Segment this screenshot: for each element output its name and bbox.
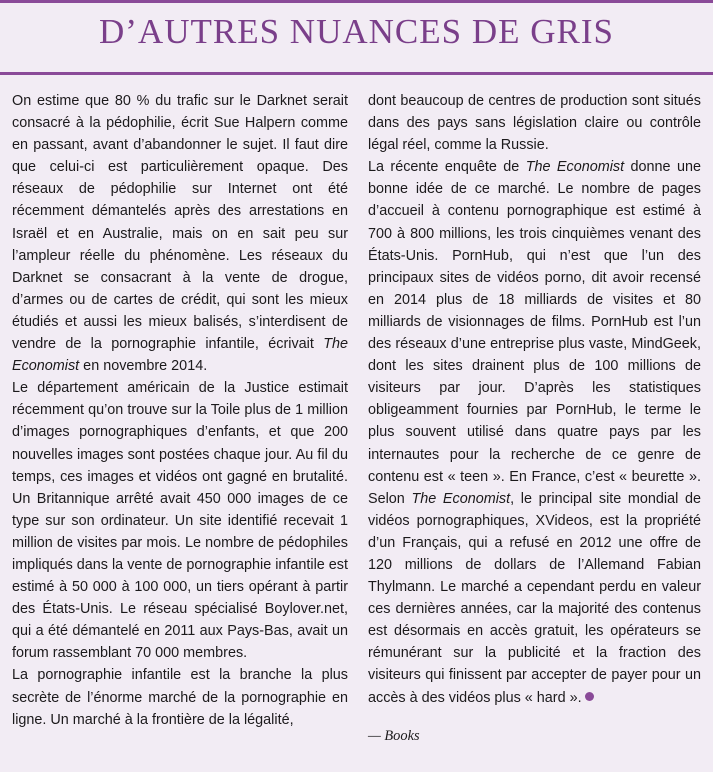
paragraph-4 bbox=[368, 156, 701, 708]
paragraph-3: La pornographie infantile est la branche la plus secrète de l’énorme marché de la pornographie en ligne. Un marché à la frontière de la légalité, bbox=[12, 667, 348, 728]
article-title: D’AUTRES NUANCES DE GRIS bbox=[99, 12, 614, 51]
paragraph-1-publication: The Economist bbox=[12, 336, 348, 375]
article-source: — Books bbox=[368, 728, 420, 744]
paragraph-4-text-a: La récente enquête de bbox=[368, 159, 526, 176]
top-rule bbox=[0, 0, 713, 3]
paragraph-4-text-c: , le principal site mondial de vidéos pornographiques, XVideos, est la propriété d’un Français, qui a refusé en 2012 une offre de 120 millions de dollars de l’Allemand Fabian Thylmann. Le marché a cependant perdu en valeur ces dernières années, car la majorité des contenus est désormais en accès gratuit, les opérateurs se rémunérant sur la publicité et la fraction des visiteurs qui finissent par accepter de payer pour un accès à des vidéos plus « hard ». bbox=[368, 490, 701, 706]
paragraph-1 bbox=[12, 90, 348, 377]
paragraph-4-publication-2: The Economist bbox=[411, 490, 511, 507]
title-underline-rule bbox=[0, 72, 713, 75]
paragraph-4-publication: The Economist bbox=[525, 159, 625, 176]
paragraph-4-text-b: donne une bonne idée de ce marché. Le nombre de pages d’accueil à contenu pornographique est estimé à 700 à 800 millions, les trois cinquièmes venant des États-Unis. PornHub, qui n’est que l’un des principaux sites de vidéos porno, dit avoir recensé en 2014 plus de 18 milliards de visites et 80 milliards de visionnages de films. PornHub est l’un des réseaux d’une entreprise plus vaste, MindGeek, dont les sites drainent plus de 100 millions de visiteurs par jour. D’après les statistiques obligeamment fournies par PornHub, le terme le plus souvent utilisé dans quatre pays par les internautes pour la recherche de ce genre de contenu est « teen ». En France, c’est « beurette ». Selon bbox=[368, 159, 701, 507]
end-of-article-dot-icon bbox=[585, 692, 594, 701]
right-column bbox=[368, 90, 701, 709]
paragraph-1-text-a: On estime que 80 % du trafic sur le Darknet serait consacré à la pédophilie, écrit Sue Halpern comme en passant, avant d’abandonner le sujet. Il faut dire que celui-ci est particulièrement opaque. Des réseaux de pédophilie sur Internet ont été récemment démantelés après des arrestations en Israël et en Australie, mais on en sait peu sur l’ampleur réelle du phénomène. Les réseaux du Darknet se consacrant à la vente de drogue, d’armes ou de cartes de crédit, qui sont les mieux étudiés et aussi les mieux balisés, s’interdisent de vendre de la pornographie infantile, écrivait bbox=[12, 93, 348, 353]
paragraph-1-text-b: en novembre 2014. bbox=[79, 358, 208, 375]
paragraph-2: Le département américain de la Justice estimait récemment qu’on trouve sur la Toile plus de 1 million d’images pornographiques d’enfants, et que 200 nouvelles images sont postées chaque jour. Au fil du temps, ces images et vidéos ont gagné en brutalité. Un Britannique arrêté avait 450 000 images de ce type sur son ordinateur. Un site identifié recevait 1 million de visites par mois. Le nombre de pédophiles impliqués dans la vente de pornographie infantile est estimé à 50 000 à 100 000, un tiers opérant à partir des États-Unis. Le réseau spécialisé Boylover.net, qui a été démantelé en 2011 aux Pays-Bas, avait un forum rassemblant 70 000 membres. bbox=[12, 380, 349, 662]
left-column bbox=[12, 90, 348, 731]
paragraph-3-continued: dont beaucoup de centres de production sont situés dans des pays sans législation claire ou contrôle légal réel, comme la Russie. bbox=[368, 93, 701, 154]
